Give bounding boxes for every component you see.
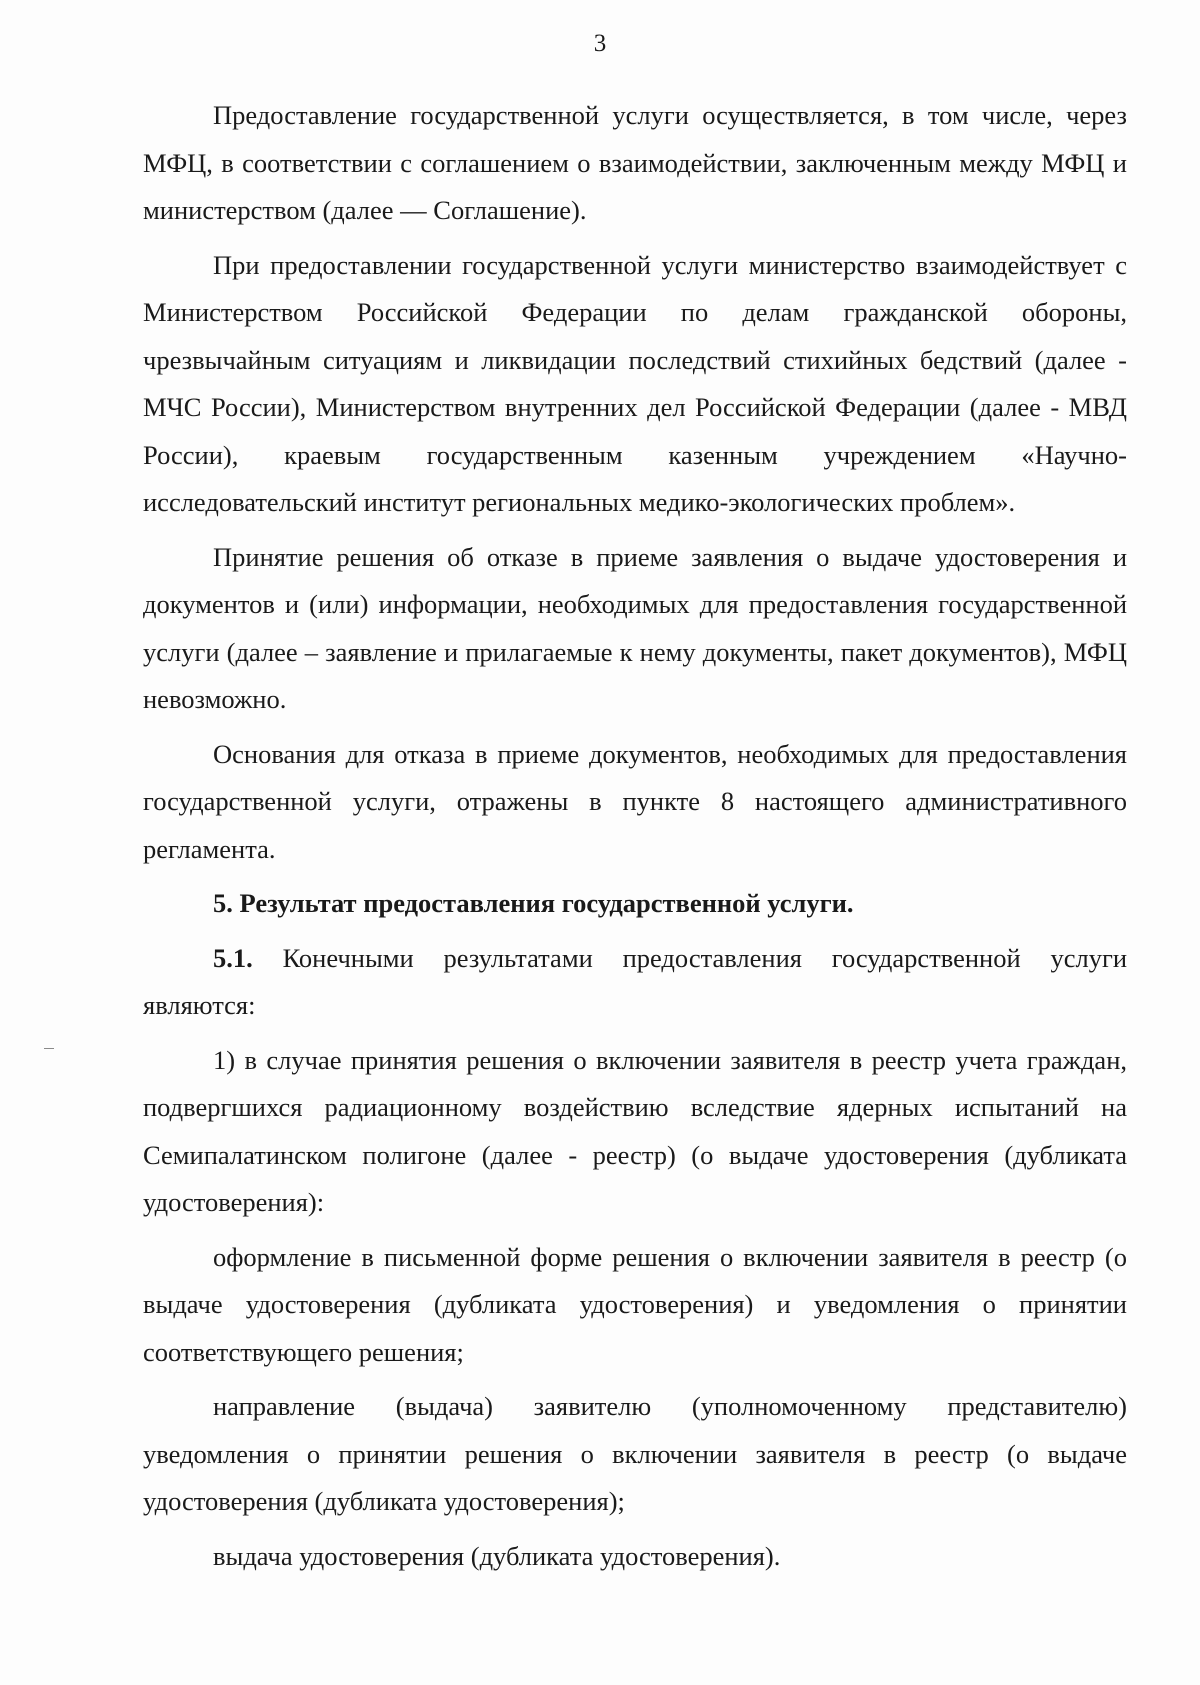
list-item-issuance: выдача удостоверения (дубликата удостоверения). bbox=[213, 1540, 781, 1571]
paragraph-refusal-impossible: Принятие решения об отказе в приеме заявления о выдаче удостоверения и документов и (или) информации, необходимых для предоставления государственной услуги (далее – заявление и прилагаемые к нему документы, пакет документов), МФЦ невозможно. bbox=[143, 541, 1127, 714]
paragraph-refusal-grounds: Основания для отказа в приеме документов, необходимых для предоставления государственной услуги, отражены в пункте 8 настоящего административного регламента. bbox=[143, 738, 1127, 864]
paragraph-final-results bbox=[143, 935, 1127, 1030]
paragraph-interaction: При предоставлении государственной услуги министерство взаимодействует с Министерством Российской Федерации по делам гражданской обороны, чрезвычайным ситуациям и ликвидации последствий стихийных бедствий (далее - МЧС России), Министерством внутренних дел Российской Федерации (далее - МВД России), краевым государственным казенным учреждением «Научно-исследовательский институт региональных медико-экологических проблем». bbox=[143, 249, 1127, 517]
document-body bbox=[143, 92, 1127, 1580]
list-item-written-decision: оформление в письменной форме решения о включении заявителя в реестр (о выдаче удостоверения (дубликата удостоверения) и уведомления о принятии соответствующего решения; bbox=[143, 1241, 1127, 1367]
section-heading-result: 5. Результат предоставления государственной услуги. bbox=[213, 888, 854, 918]
clause-number: 5.1. bbox=[213, 942, 253, 973]
list-item-notification: направление (выдача) заявителю (уполномоченному представителю) уведомления о принятии решения о включении заявителя в реестр (о выдаче удостоверения (дубликата удостоверения); bbox=[143, 1391, 1127, 1516]
paragraph-mfc-provision: Предоставление государственной услуги осуществляется, в том числе, через МФЦ, в соответствии с соглашением о взаимодействии, заключенным между МФЦ и министерством (далее — Соглашение). bbox=[143, 100, 1127, 225]
scan-margin-mark bbox=[44, 1048, 54, 1049]
list-item-inclusion-decision: 1) в случае принятия решения о включении заявителя в реестр учета граждан, подвергшихся радиационному воздействию вследствие ядерных испытаний на Семипалатинском полигоне (далее - реестр) (о выдаче удостоверения (дубликата удостоверения): bbox=[143, 1044, 1127, 1217]
page-number: 3 bbox=[593, 30, 607, 57]
clause-text: Конечными результатами предоставления государственной услуги являются: bbox=[143, 942, 1127, 1020]
